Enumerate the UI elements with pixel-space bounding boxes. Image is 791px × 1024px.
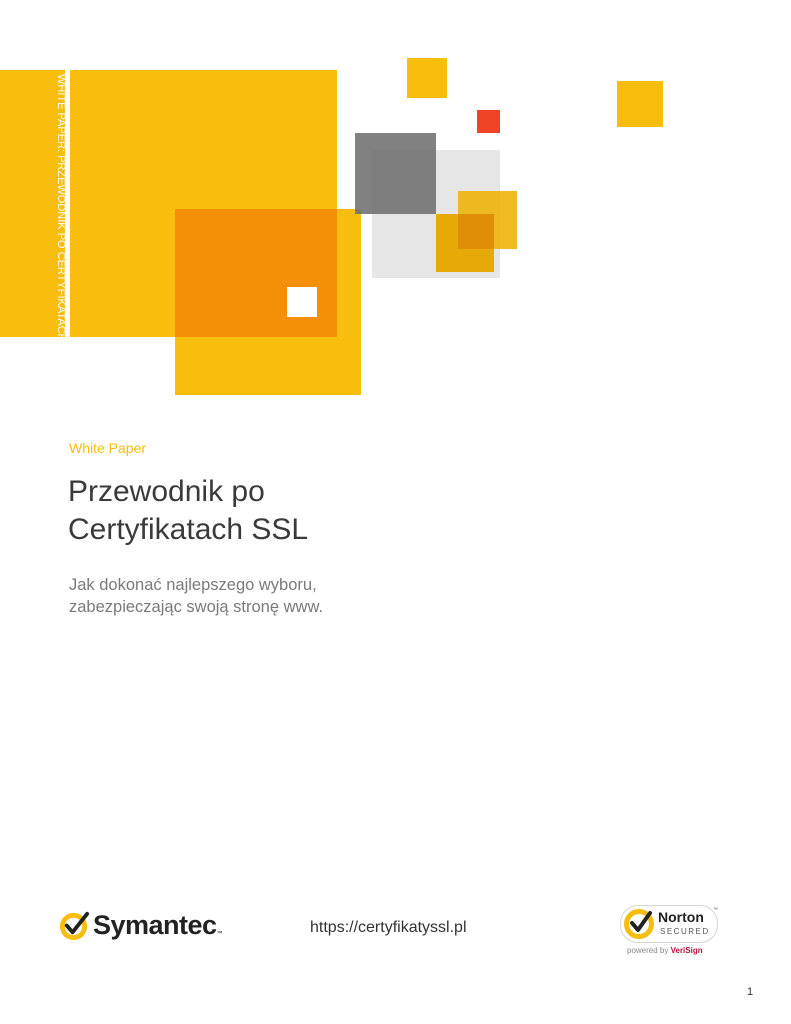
subtitle-line-1: Jak dokonać najlepszego wyboru, [69,576,317,594]
website-url[interactable]: https://certyfikatyssl.pl [310,919,467,936]
deco-square-overlap [458,214,494,249]
norton-tm: ™ [713,907,718,913]
norton-secured-label: SECURED [660,927,710,936]
deco-square-small-right [617,81,663,127]
verisign-label: VeriSign [670,946,703,955]
title-line-1: Przewodnik po [68,475,265,508]
deco-square-red [477,110,500,133]
doc-type-label: White Paper [69,440,147,456]
symantec-checkmark-icon [58,909,91,942]
document-subtitle [69,574,429,618]
subtitle-line-2: zabezpieczając swoją stronę www. [69,598,324,616]
deco-square-orange [175,209,337,337]
side-label: WHITE PAPER: PRZEWODNIK PO CERTYFIKATACH SSL [55,74,67,366]
title-line-2: Certyfikatach SSL [68,513,309,546]
page-number: 1 [747,986,754,998]
symantec-tm: ™ [216,931,223,937]
symantec-logo [58,905,223,945]
norton-badge [620,905,718,943]
deco-square-gray [355,133,436,214]
norton-secured-seal [620,905,720,957]
norton-wordmark: Norton [658,909,704,925]
powered-by-label: powered by [627,946,669,955]
norton-checkmark-icon [622,907,656,941]
document-title [68,473,488,549]
deco-square-white [287,287,317,317]
deco-square-small-top [407,58,447,98]
powered-by-line [627,946,703,955]
symantec-wordmark: Symantec [93,909,217,940]
